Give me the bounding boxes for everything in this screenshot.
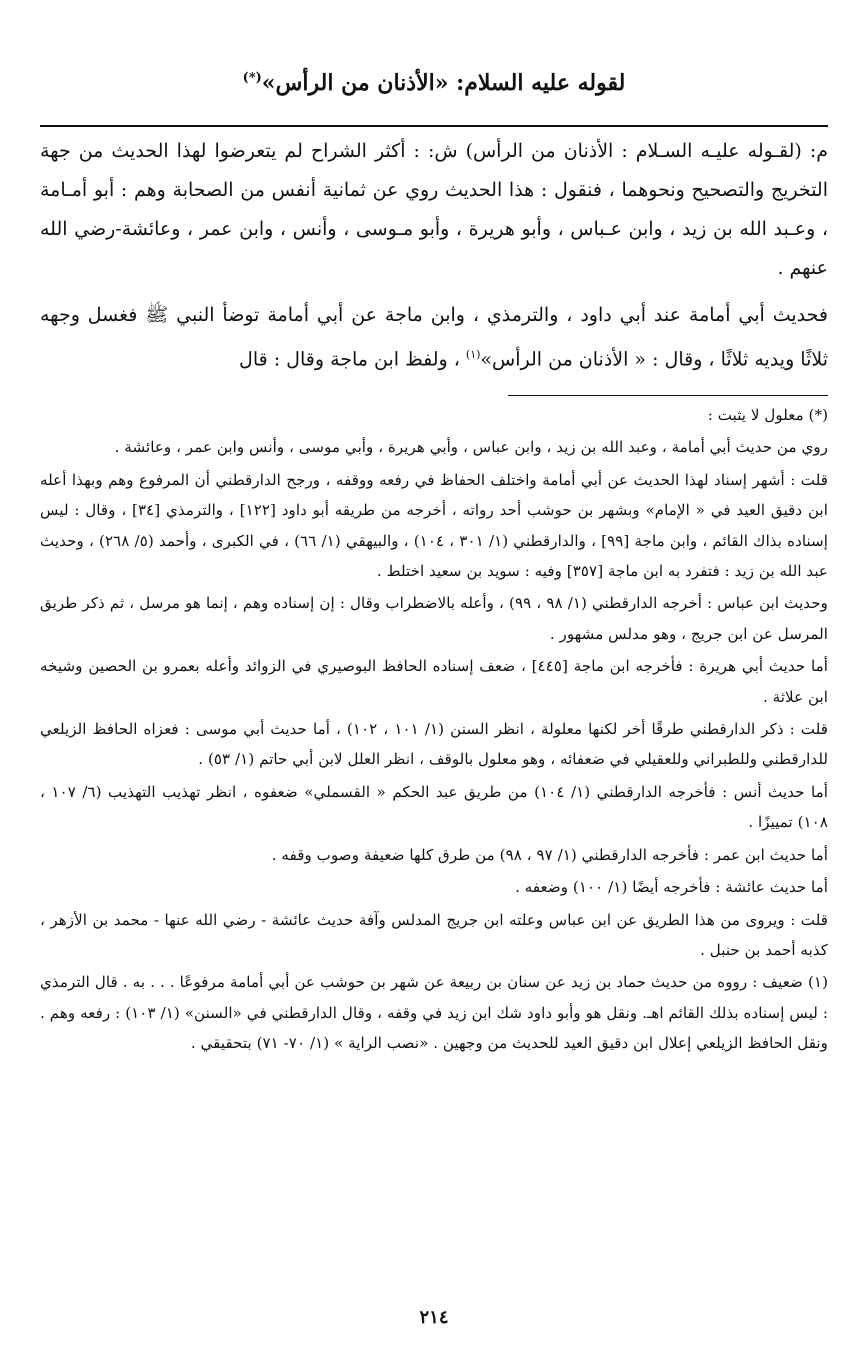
main-paragraph-2 — [40, 296, 828, 379]
page-number: ٢١٤ — [419, 1307, 449, 1328]
main-paragraph-1: م: (لقـوله عليـه السـلام : الأذنان من الرأس) ش: : أكثر الشراح لم يتعرضوا لهذا الحديث من جهة التخريج والتصحيح ونحوهما ، فنقول : هذا الحديث روي عن ثمانية أنفس من الصحابة وهم : أبو أمـامة ، وعـبد الله بن زيد ، وابن عـباس ، وأبو هريرة ، وأبو مـوسى ، وأنس ، وابن عمر ، وعائشة-رضي الله عنهم . — [40, 140, 828, 279]
footnote-note-1: روي من حديث أبي أمامة ، وعبد الله بن زيد ، وابن عباس ، وأبي هريرة ، وأبي موسى ، وأنس وابن عمر ، وعائشة . — [114, 438, 828, 457]
footnote-note-9: قلت : ويروى من هذا الطريق عن ابن عباس وعلته ابن جريج المدلس وآفة حديث عائشة - رضي الله عنها - محمد بن الأزهر ، كذبه أحمد بن حنبل . — [40, 910, 828, 959]
footnote-note-8: أما حديث عائشة : فأخرجه أيضًا (١/ ١٠٠) وضعفه . — [515, 878, 828, 897]
footnote-ref-1: (١) — [465, 348, 481, 361]
footnotes — [40, 400, 828, 1059]
heading-divider — [40, 125, 828, 127]
heading-text: لقوله عليه السلام: «الأذنان من الرأس» — [261, 70, 626, 96]
footnote-note-6: أما حديث أنس : فأخرجه الدارقطني (١/ ١٠٤) من طريق عبد الحكم « القسملي» ضعفوه ، انظر تهذيب التهذيب (٦/ ١٠٧ ، ١٠٨) تمييزًا . — [40, 782, 829, 832]
footnote-note-2: قلت : أشهر إسناد لهذا الحديث عن أبي أمامة واختلف الحفاظ في رفعه ووقفه ، ورجح الدارقطني أن المرفوع وهم وبهذا أعله ابن دقيق العيد في « الإمام» وبشهر بن حوشب أحد رواته ، أخرجه من طريقه أبو داود [١٢٢] ، والترمذي [٣٤] ، وقال : ليس إسناده بذاك القائم ، وابن ماجة [٩٩] ، والدارقطني (١/ ٣٠١ ، ١٠٤) ، والبيهقي (١/ ٦٦) ، في الكبرى ، وأحمد (٥/ ٢٦٨) ، وحديث عبد الله بن زيد : فتفرد به ابن ماجة [٣٥٧] وفيه : سويد بن سعيد اختلط . — [40, 470, 829, 581]
footnote-note-7: أما حديث ابن عمر : فأخرجه الدارقطني (١/ ٩٧ ، ٩٨) من طرق كلها ضعيفة وصوب وقفه . — [271, 845, 828, 864]
footnote-divider — [508, 395, 828, 396]
main-paragraph-2-end: ، ولفظ ابن ماجة وقال : قال — [239, 348, 466, 371]
footnote-note-4: أما حديث أبي هريرة : فأخرجه ابن ماجة [٤٤٥] ، ضعف إسناده الحافظ البوصيري في الزوائد وأعله بعمرو بن الحصين وشيخه ابن علاثة . — [40, 657, 828, 706]
page-heading — [40, 70, 828, 96]
footnote-note-5: قلت : ذكر الدارقطني طرقًا أخر لكنها معلولة ، انظر السنن (١/ ١٠١ ، ١٠٢) ، أما حديث أبي موسى : فعزاه الحافظ الزيلعي للدارقطني وللطبراني وللعقيلي في ضعفائه ، وهو معلول بالوقف ، انظر العلل لابن أبي حاتم (١/ ٥٣) . — [40, 720, 828, 769]
footnote-1: (١) ضعيف : رووه من حديث حماد بن زيد عن سنان بن ربيعة عن شهر بن حوشب عن أبي أمامة مرفوعًا . . . به . قال الترمذي : ليس إسناده بذلك القائم اهـ. ونقل هو وأبو داود شك ابن زيد في وقفه ، وقال الدارقطني في «السنن» (١/ ١٠٣) : رفعه وهم . ونقل الحافظ الزيلعي إعلال ابن دقيق العيد للحديث من وجهين . «نصب الراية » (١/ ٧٠- ٧١) بتحقيقي . — [40, 973, 828, 1053]
footnote-star-label: (*) معلول لا يثبت : — [707, 406, 828, 424]
footnote-note-3: وحديث ابن عباس : أخرجه الدارقطني (١/ ٩٨ ، ٩٩) ، وأعله بالاضطراب وقال : إن إسناده وهم ، إنما هو مرسل ، ثم ذكر طريق المرسل عن ابن جريج ، وهو مدلس مشهور . — [40, 594, 828, 643]
heading-footnote-mark: (*) — [242, 70, 262, 86]
main-text — [40, 132, 828, 379]
main-paragraph-2-text: فحديث أبي أمامة عند أبي داود ، والترمذي ، وابن ماجة عن أبي أمامة توضأ النبي ﷺ فغسل وجهه ثلاثًا ويديه ثلاثًا ، وقال : « الأذنان من الرأس» — [40, 304, 828, 371]
